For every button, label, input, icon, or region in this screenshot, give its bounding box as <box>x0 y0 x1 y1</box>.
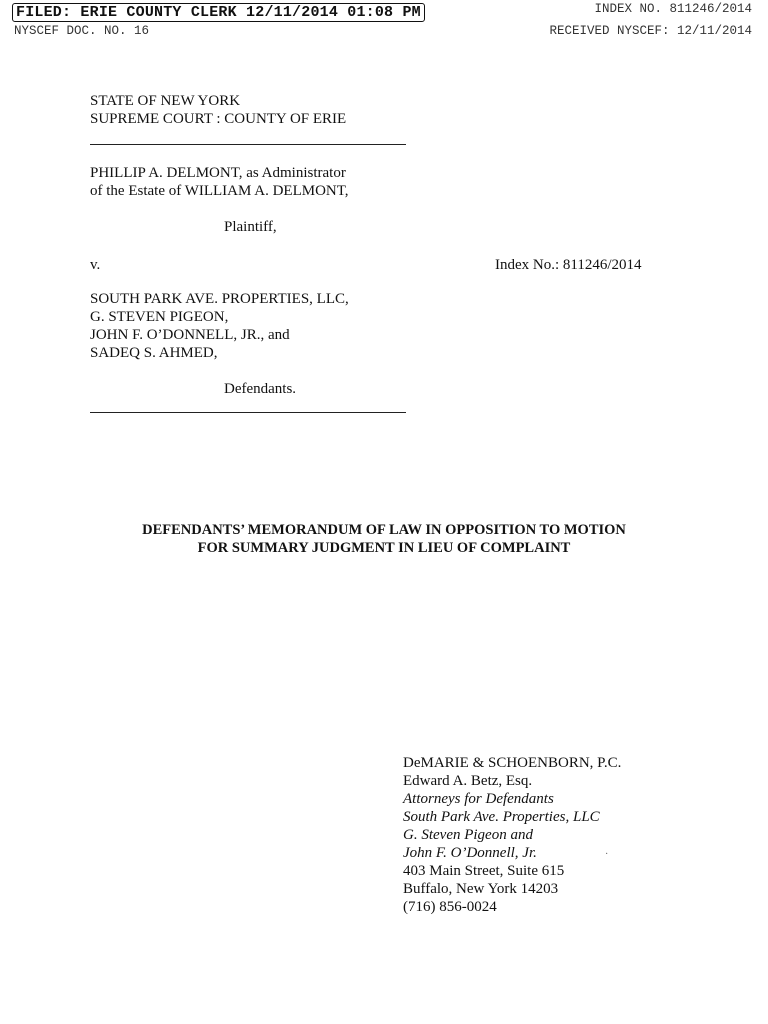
defendant-4: SADEQ S. AHMED, <box>90 345 218 361</box>
court-state: STATE OF NEW YORK <box>90 93 241 109</box>
defendant-1: SOUTH PARK AVE. PROPERTIES, LLC, <box>90 291 349 307</box>
defendant-2: G. STEVEN PIGEON, <box>90 309 229 325</box>
stray-mark: · <box>605 849 609 860</box>
address-line-1: 403 Main Street, Suite 615 <box>403 863 565 879</box>
received-date: RECEIVED NYSCEF: 12/11/2014 <box>549 24 752 38</box>
phone-number: (716) 856-0024 <box>403 899 497 915</box>
plaintiff-line-2: of the Estate of WILLIAM A. DELMONT, <box>90 183 349 199</box>
index-number-header: INDEX NO. 811246/2014 <box>594 2 752 16</box>
defendant-3: JOHN F. O’DONNELL, JR., and <box>90 327 290 343</box>
doc-number: NYSCEF DOC. NO. 16 <box>14 24 150 38</box>
versus: v. <box>90 257 101 273</box>
attorneys-for: Attorneys for Defendants <box>403 791 554 807</box>
attorney-name: Edward A. Betz, Esq. <box>403 773 533 789</box>
court-name: SUPREME COURT : COUNTY OF ERIE <box>90 111 347 127</box>
caption-bottom-rule <box>90 412 406 413</box>
defendants-role: Defendants. <box>224 381 297 397</box>
plaintiff-line-1: PHILLIP A. DELMONT, as Administrator <box>90 165 346 181</box>
caption-top-rule <box>90 144 406 145</box>
document-title-line-2: FOR SUMMARY JUDGMENT IN LIEU OF COMPLAINT <box>197 540 571 556</box>
address-line-2: Buffalo, New York 14203 <box>403 881 559 897</box>
filed-stamp: FILED: ERIE COUNTY CLERK 12/11/2014 01:08 PM <box>12 3 425 22</box>
client-2: G. Steven Pigeon and <box>403 827 533 843</box>
document-title-line-1: DEFENDANTS’ MEMORANDUM OF LAW IN OPPOSITION TO MOTION <box>142 522 626 538</box>
client-1: South Park Ave. Properties, LLC <box>403 809 600 825</box>
index-number: Index No.: 811246/2014 <box>495 257 642 273</box>
plaintiff-role: Plaintiff, <box>224 219 277 235</box>
client-3: John F. O’Donnell, Jr. <box>403 845 537 861</box>
firm-name: DeMARIE & SCHOENBORN, P.C. <box>403 755 622 771</box>
